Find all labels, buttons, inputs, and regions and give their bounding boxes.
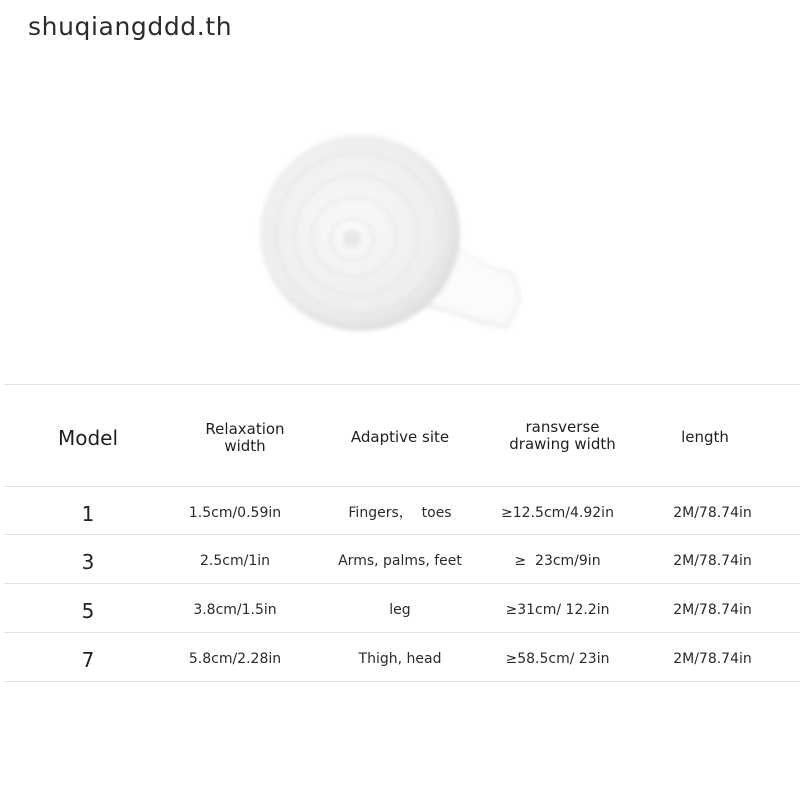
table-bottom-border: [4, 681, 800, 682]
header-transverse-drawing-width: ransverse drawing width: [509, 418, 616, 453]
cell-transverse-width: ≥58.5cm/ 23in: [505, 650, 610, 667]
cell-relaxation-width: 5.8cm/2.28in: [188, 650, 282, 667]
cell-transverse-width: ≥31cm/ 12.2in: [505, 601, 610, 618]
cell-model: 3: [81, 549, 95, 574]
bandage-roll-image: [240, 115, 540, 355]
cell-adaptive-site: Thigh, head: [358, 650, 442, 667]
cell-relaxation-width: 3.8cm/1.5in: [193, 601, 277, 618]
cell-model: 1: [81, 501, 95, 526]
header-model: Model: [57, 425, 119, 450]
row-divider: [4, 486, 800, 487]
cell-length: 2M/78.74in: [673, 601, 752, 618]
cell-adaptive-site: leg: [389, 601, 411, 618]
cell-adaptive-site: Arms, palms, feet: [338, 552, 462, 569]
table-top-border: [4, 384, 800, 385]
cell-model: 5: [81, 598, 95, 623]
header-relaxation-width: Relaxation width: [205, 420, 285, 455]
cell-relaxation-width: 2.5cm/1in: [200, 552, 270, 569]
cell-adaptive-site: Fingers， toes: [348, 504, 452, 521]
cell-length: 2M/78.74in: [673, 650, 752, 667]
header-length: length: [681, 427, 729, 446]
row-divider: [4, 583, 800, 584]
cell-length: 2M/78.74in: [673, 552, 752, 569]
cell-length: 2M/78.74in: [673, 504, 752, 521]
row-divider: [4, 534, 800, 535]
store-watermark: shuqiangddd.th: [28, 12, 233, 41]
cell-relaxation-width: 1.5cm/0.59in: [188, 504, 282, 521]
cell-transverse-width: ≥ 23cm/9in: [514, 552, 601, 569]
row-divider: [4, 632, 800, 633]
cell-model: 7: [81, 647, 95, 672]
cell-transverse-width: ≥12.5cm/4.92in: [501, 504, 614, 521]
header-adaptive-site: Adaptive site: [350, 427, 450, 446]
